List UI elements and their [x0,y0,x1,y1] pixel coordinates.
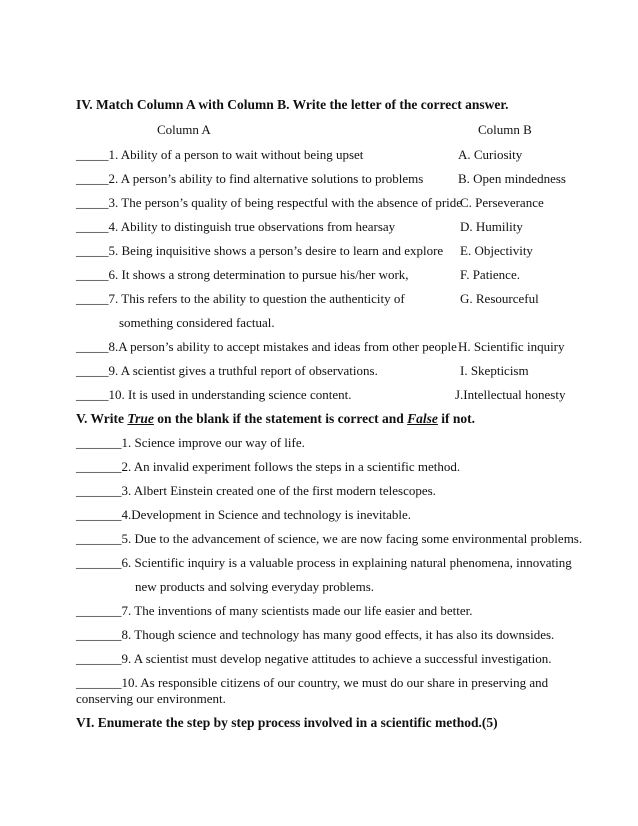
false-keyword: False [407,411,438,426]
match-item-a-3: _____3. The person’s quality of being respectful with the absence of pride [76,195,463,210]
tf-item-1: _______1. Science improve our way of life. [76,435,305,450]
match-item-a-1: _____1. Ability of a person to wait without being upset [76,147,364,162]
tf-item-8: _______8. Though science and technology has many good effects, it has also its downsides. [76,627,555,642]
match-item-a-9: _____9. A scientist gives a truthful report of observations. [76,363,378,378]
section-v-heading-post: if not. [437,411,476,426]
tf-item-5: _______5. Due to the advancement of science, we are now facing some environmental problems. [76,531,583,546]
tf-item-4: _______4.Development in Science and technology is inevitable. [76,507,412,522]
match-item-a-8: _____8.A person’s ability to accept mistakes and ideas from other people [76,339,457,354]
tf-item-10-continued: conserving our environment. [76,691,226,706]
match-item-b-1: A. Curiosity [458,147,523,162]
tf-item-3: _______3. Albert Einstein created one of the first modern telescopes. [76,483,436,498]
tf-item-6: _______6. Scientific inquiry is a valuable process in explaining natural phenomena, innovating [76,555,572,570]
match-item-a-10: _____10. It is used in understanding science content. [76,387,352,402]
match-item-b-10: J.Intellectual honesty [455,387,566,402]
column-b-header: Column B [478,122,532,137]
match-item-a-7: _____7. This refers to the ability to question the authenticity of [76,291,405,306]
match-item-b-8: H. Scientific inquiry [458,339,565,354]
match-item-a-6: _____6. It shows a strong determination to pursue his/her work, [76,267,409,282]
match-item-b-2: B. Open mindedness [458,171,566,186]
section-v-heading [76,411,475,427]
tf-item-7: _______7. The inventions of many scientists made our life easier and better. [76,603,473,618]
tf-item-9: _______9. A scientist must develop negative attitudes to achieve a successful investigation. [76,651,552,666]
match-item-a-7-continued: something considered factual. [119,315,275,330]
match-item-a-2: _____2. A person’s ability to find alternative solutions to problems [76,171,424,186]
tf-item-2: _______2. An invalid experiment follows the steps in a scientific method. [76,459,461,474]
section-vi-heading: VI. Enumerate the step by step process involved in a scientific method.(5) [76,715,498,730]
tf-item-6-continued: new products and solving everyday problems. [135,579,375,594]
true-keyword: True [127,411,154,426]
match-item-a-4: _____4. Ability to distinguish true observations from hearsay [76,219,396,234]
column-a-header: Column A [157,122,211,137]
section-v-heading-pre: V. Write [76,411,128,426]
match-item-b-9: I. Skepticism [460,363,529,378]
section-iv-heading: IV. Match Column A with Column B. Write the letter of the correct answer. [76,97,509,112]
match-item-b-7: G. Resourceful [460,291,539,306]
section-v-heading-mid: on the blank if the statement is correct and [153,411,408,426]
match-item-b-3: C. Perseverance [460,195,544,210]
tf-item-10: _______10. As responsible citizens of our country, we must do our share in preserving and [76,675,549,690]
match-item-a-5: _____5. Being inquisitive shows a person’s desire to learn and explore [76,243,444,258]
match-item-b-4: D. Humility [460,219,523,234]
match-item-b-5: E. Objectivity [460,243,533,258]
match-item-b-6: F. Patience. [460,267,520,282]
